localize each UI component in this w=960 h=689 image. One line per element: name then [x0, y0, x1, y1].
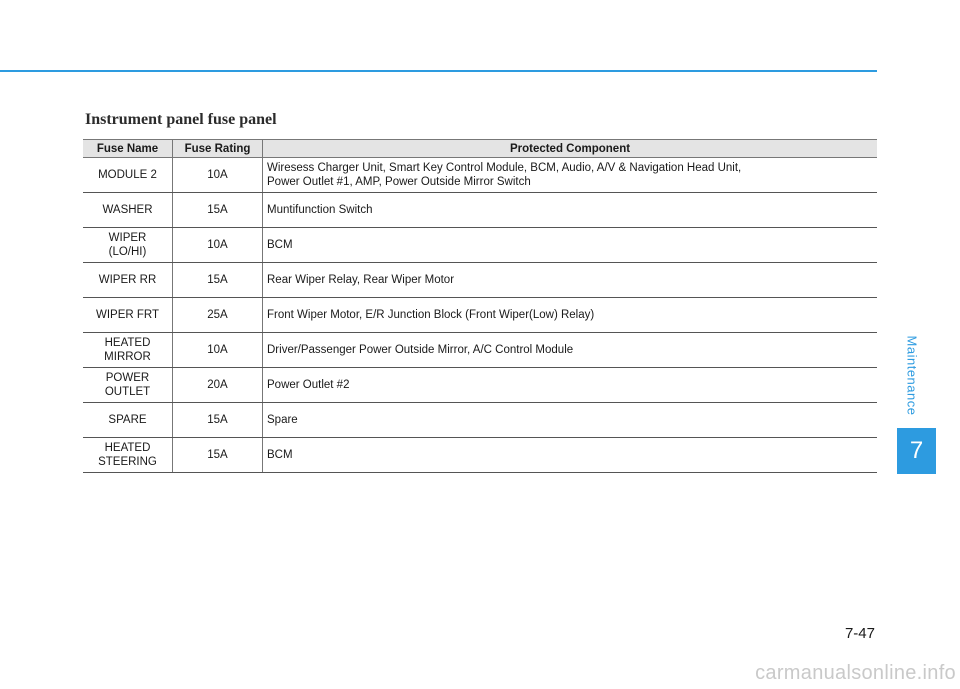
component-line: Muntifunction Switch: [267, 204, 373, 216]
protected-component-cell: [263, 368, 878, 403]
fuse-name-cell: [83, 193, 173, 228]
protected-component-cell: [263, 333, 878, 368]
protected-component-cell: [263, 438, 878, 473]
fuse-name-line: SPARE: [108, 414, 147, 426]
component-line: Front Wiper Motor, E/R Junction Block (Front Wiper(Low) Relay): [267, 309, 595, 321]
protected-component-cell: [263, 193, 878, 228]
fuse-rating-cell: 20A: [173, 368, 263, 403]
component-line: BCM: [267, 449, 293, 461]
table-row: [83, 193, 877, 228]
component-line: Rear Wiper Relay, Rear Wiper Motor: [267, 274, 455, 286]
fuse-rating-cell: 15A: [173, 263, 263, 298]
top-rule: [0, 70, 877, 72]
fuse-name-line: HEATED: [104, 442, 151, 454]
component-line: Wiresess Charger Unit, Smart Key Control Module, BCM, Audio, A/V & Navigation Head Unit,: [267, 162, 742, 174]
chapter-name: Maintenance: [904, 335, 920, 415]
fuse-name-line: (LO/HI): [108, 246, 147, 258]
protected-component-cell: [263, 158, 878, 193]
fuse-name-line: HEATED: [104, 337, 151, 349]
section-title: Instrument panel fuse panel: [85, 111, 277, 128]
component-line: Power Outlet #2: [267, 379, 350, 391]
table-row: [83, 333, 877, 368]
fuse-name-cell: [83, 403, 173, 438]
protected-component-cell: [263, 403, 878, 438]
fuse-table: [83, 139, 877, 473]
fuse-name-cell: [83, 368, 173, 403]
fuse-name-line: WIPER RR: [98, 274, 157, 286]
fuse-rating-cell: 10A: [173, 228, 263, 263]
chapter-number-box: 7: [897, 428, 936, 474]
fuse-name-line: OUTLET: [104, 386, 151, 398]
table-row: [83, 158, 877, 193]
fuse-name-cell: [83, 158, 173, 193]
component-line: BCM: [267, 239, 293, 251]
fuse-rating-cell: 10A: [173, 158, 263, 193]
watermark: carmanualsonline.info: [755, 662, 956, 684]
fuse-name-cell: [83, 438, 173, 473]
component-line: Spare: [267, 414, 298, 426]
table-row: [83, 228, 877, 263]
fuse-name-line: STEERING: [98, 456, 157, 468]
fuse-rating-cell: 10A: [173, 333, 263, 368]
protected-component-cell: [263, 263, 878, 298]
fuse-rating-cell: 15A: [173, 438, 263, 473]
fuse-name-line: POWER: [105, 372, 150, 384]
chapter-side-label: [897, 320, 927, 430]
table-row: [83, 368, 877, 403]
component-line: Power Outlet #1, AMP, Power Outside Mirror Switch: [267, 176, 531, 188]
protected-component-cell: [263, 228, 878, 263]
fuse-name-line: WASHER: [102, 204, 153, 216]
fuse-name-line: MODULE 2: [98, 169, 157, 181]
header-fuse-name: Fuse Name: [83, 140, 173, 158]
fuse-name-line: MIRROR: [104, 351, 151, 363]
header-protected-component: Protected Component: [263, 140, 878, 158]
table-row: [83, 263, 877, 298]
table-header-row: [83, 140, 877, 158]
fuse-name-line: WIPER: [108, 232, 147, 244]
fuse-name-cell: [83, 228, 173, 263]
table-row: [83, 298, 877, 333]
fuse-name-cell: [83, 333, 173, 368]
page-number: 7-47: [844, 625, 875, 642]
fuse-rating-cell: 25A: [173, 298, 263, 333]
protected-component-cell: [263, 298, 878, 333]
table-row: [83, 403, 877, 438]
fuse-rating-cell: 15A: [173, 193, 263, 228]
fuse-name-cell: [83, 298, 173, 333]
header-fuse-rating: Fuse Rating: [173, 140, 263, 158]
table-row: [83, 438, 877, 473]
fuse-name-line: WIPER FRT: [95, 309, 160, 321]
fuse-name-cell: [83, 263, 173, 298]
component-line: Driver/Passenger Power Outside Mirror, A/C Control Module: [267, 344, 574, 356]
fuse-rating-cell: 15A: [173, 403, 263, 438]
